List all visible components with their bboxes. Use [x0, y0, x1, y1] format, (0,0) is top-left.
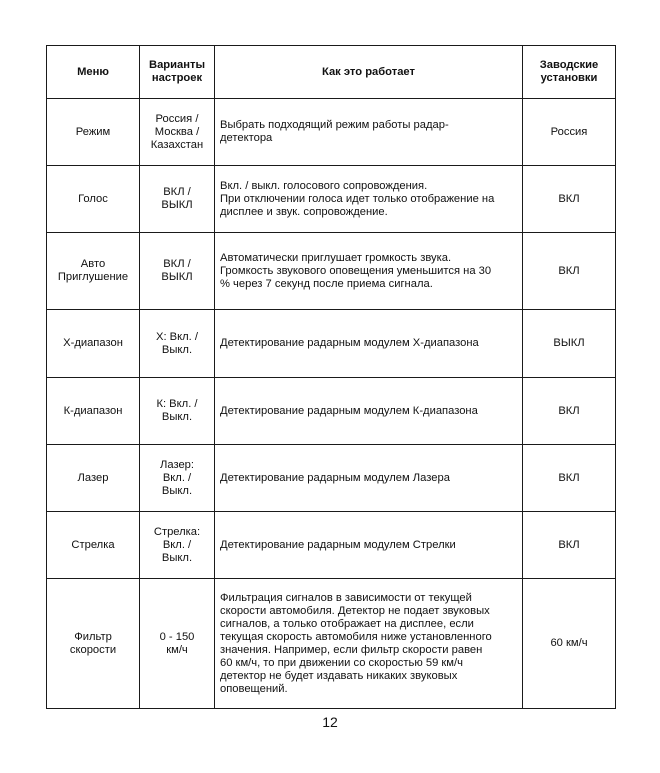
table-row — [47, 579, 616, 709]
row-description: Выбрать подходящий режим работы радар- детектора — [215, 99, 523, 166]
row-description: Автоматически приглушает громкость звука. Громкость звукового оповещения уменьшится на 30 % через 7 секунд после приема сигнала. — [215, 233, 523, 310]
row-menu: К-диапазон — [47, 378, 140, 445]
table-row — [47, 99, 616, 166]
header-options: Варианты настроек — [140, 46, 215, 99]
row-default: ВКЛ — [523, 512, 616, 579]
header-how-it-works: Как это работает — [215, 46, 523, 99]
row-options: Стрелка: Вкл. / Выкл. — [140, 512, 215, 579]
table-header-row — [47, 46, 616, 99]
settings-table — [46, 45, 616, 709]
row-default: ВКЛ — [523, 378, 616, 445]
table-row — [47, 378, 616, 445]
row-default: ВКЛ — [523, 166, 616, 233]
row-menu: Фильтр скорости — [47, 579, 140, 709]
row-description: Детектирование радарным модулем Стрелки — [215, 512, 523, 579]
row-options: Х: Вкл. / Выкл. — [140, 310, 215, 378]
row-default: ВКЛ — [523, 233, 616, 310]
row-options: ВКЛ / ВЫКЛ — [140, 166, 215, 233]
table-row — [47, 310, 616, 378]
row-description: Детектирование радарным модулем Лазера — [215, 445, 523, 512]
row-default: 60 км/ч — [523, 579, 616, 709]
row-description: Вкл. / выкл. голосового сопровождения. При отключении голоса идет только отображение на дисплее и звук. сопровождение. — [215, 166, 523, 233]
row-menu: Стрелка — [47, 512, 140, 579]
header-factory-defaults: Заводские установки — [523, 46, 616, 99]
row-default: ВЫКЛ — [523, 310, 616, 378]
row-default: Россия — [523, 99, 616, 166]
row-options: 0 - 150 км/ч — [140, 579, 215, 709]
row-menu: Х-диапазон — [47, 310, 140, 378]
table-row — [47, 166, 616, 233]
row-menu: Режим — [47, 99, 140, 166]
row-default: ВКЛ — [523, 445, 616, 512]
row-description: Фильтрация сигналов в зависимости от текущей скорости автомобиля. Детектор не подает звуковых сигналов, а только отображает на дисплее, если текущая скорость автомобиля ниже установленного значения. Например, если фильтр скорости равен 60 км/ч, то при движении со скоростью 59 км/ч детектор не будет издавать никаких звуковых оповещений. — [215, 579, 523, 709]
table-row — [47, 512, 616, 579]
row-options: ВКЛ / ВЫКЛ — [140, 233, 215, 310]
page-number: 12 — [322, 714, 338, 730]
header-menu: Меню — [47, 46, 140, 99]
table-row — [47, 445, 616, 512]
row-description: Детектирование радарным модулем К-диапазона — [215, 378, 523, 445]
row-options: Лазер: Вкл. / Выкл. — [140, 445, 215, 512]
row-menu: Лазер — [47, 445, 140, 512]
row-menu: Голос — [47, 166, 140, 233]
row-options: К: Вкл. / Выкл. — [140, 378, 215, 445]
row-menu: Авто Приглушение — [47, 233, 140, 310]
row-description: Детектирование радарным модулем Х-диапазона — [215, 310, 523, 378]
row-options: Россия / Москва / Казахстан — [140, 99, 215, 166]
table-row — [47, 233, 616, 310]
